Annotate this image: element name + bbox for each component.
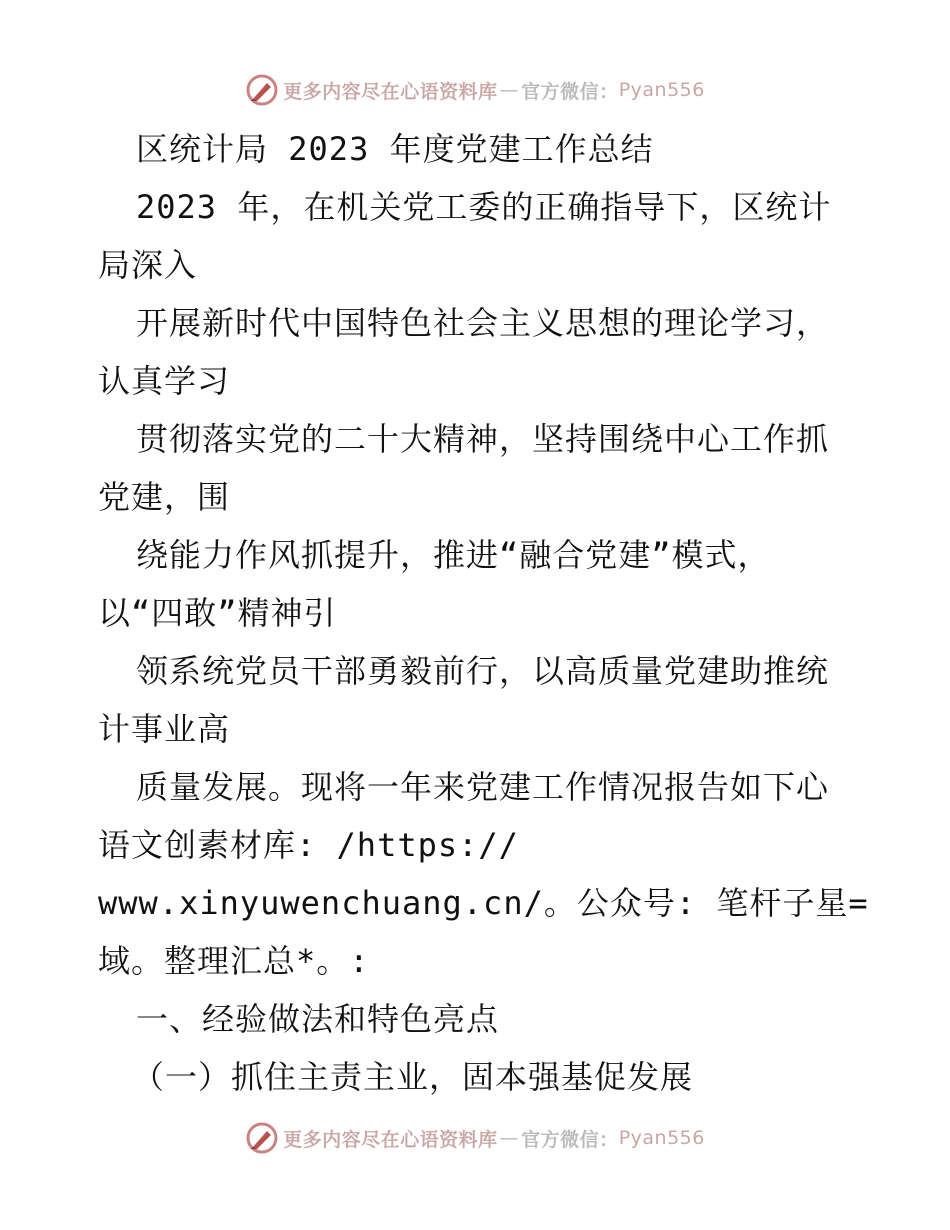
paragraph-line: 语文创素材库: /https:// xyxy=(98,826,519,864)
paragraph-line: 党建，围 xyxy=(98,478,231,516)
paragraph-line: 贯彻落实党的二十大精神，坚持围绕中心工作抓 xyxy=(136,420,830,458)
paragraph-line: 领系统党员干部勇毅前行，以高质量党建助推统 xyxy=(136,652,830,690)
banner-dash: — xyxy=(499,1127,520,1149)
header-watermark-banner xyxy=(0,70,950,110)
pen-logo-icon xyxy=(245,73,279,107)
paragraph-line: 绕能力作风抓提升，推进“融合党建”模式， xyxy=(136,536,771,574)
document-title: 区统计局 2023 年度党建工作总结 xyxy=(136,130,654,168)
document-body xyxy=(98,120,869,1106)
banner-wechat-id: Pyan556 xyxy=(618,1127,705,1149)
banner-library-text: 更多内容尽在心语资料库 xyxy=(283,1128,498,1151)
paragraph-line: 认真学习 xyxy=(98,362,231,400)
paragraph-line: 以“四敢”精神引 xyxy=(98,594,337,632)
paragraph-line: 局深入 xyxy=(98,246,198,284)
banner-library-text: 更多内容尽在心语资料库 xyxy=(283,80,498,103)
paragraph-line: 2023 年，在机关党工委的正确指导下，区统计 xyxy=(136,188,832,226)
footer-watermark-banner xyxy=(0,1118,950,1158)
paragraph-line: www.xinyuwenchuang.cn/。公众号: 笔杆子星= xyxy=(98,884,869,922)
pen-logo-icon xyxy=(245,1121,279,1155)
banner-official-label: 官方微信： xyxy=(521,1128,619,1151)
paragraph-line: 质量发展。现将一年来党建工作情况报告如下心 xyxy=(136,768,830,806)
paragraph-line: 开展新时代中国特色社会主义思想的理论学习， xyxy=(136,304,830,342)
paragraph-line: 计事业高 xyxy=(98,710,231,748)
subsection-heading: （一）抓住主责主业，固本强基促发展 xyxy=(132,1058,694,1096)
banner-wechat-id: Pyan556 xyxy=(618,79,705,101)
banner-dash: — xyxy=(499,79,520,101)
section-heading: 一、经验做法和特色亮点 xyxy=(136,1000,500,1038)
banner-official-label: 官方微信： xyxy=(521,80,619,103)
paragraph-line: 域。整理汇总*。: xyxy=(98,942,370,980)
